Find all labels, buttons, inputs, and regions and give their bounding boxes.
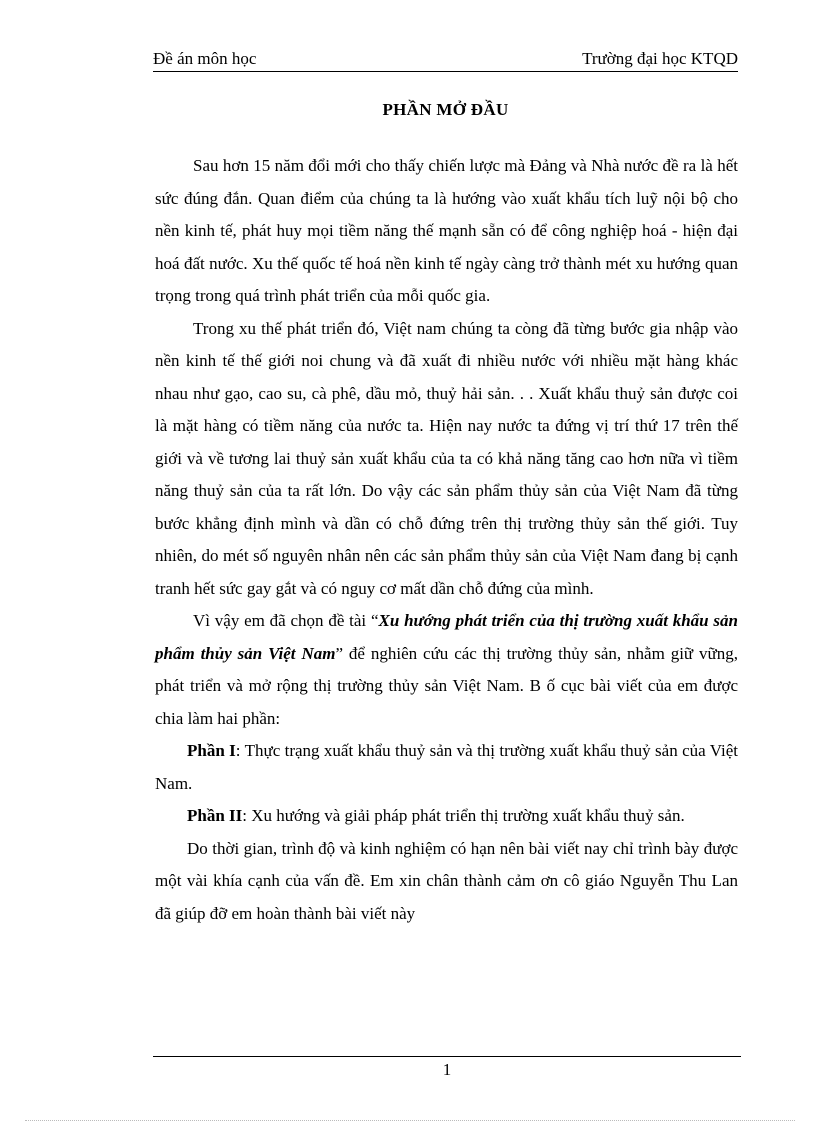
header-university-label: Trường đại học KTQD xyxy=(582,49,738,68)
part-one-label: Phần I xyxy=(187,741,236,760)
header-course-label: Đề án môn học xyxy=(153,49,257,68)
topic-trail-text: ” để nghiên cứu các thị trường thủy sản, nhằm giữ vững, phát triển và mở rộng thị trường thủy sản Việt Nam. B ố cục bài viết của em được chia làm hai phần: xyxy=(155,643,739,728)
context-paragraph: Trong xu thế phát triển đó, Việt nam chúng ta còng đã từng bước gia nhập vào nền kinh tế thế giới noi chung và đã xuất đi nhiều nước với nhiều mặt hàng khác nhau như gạo, cao su, cà phê, dầu mỏ, thuỷ hải sản. . . Xuất khẩu thuỷ sản được coi là mặt hàng có tiềm năng của nước ta. Hiện nay nước ta đứng vị trí thứ 17 trên thế giới và về tương lai thuỷ sản xuất khẩu của ta có khả năng tăng cao hơn nữa vì tiềm năng thuỷ sản của ta rất lớn. Do vậy các sản phẩm thủy sản của Việt Nam đã từng bước khẳng định mình và dần có chỗ đứng trên thị trường thủy sản thế giới. Tuy nhiên, do mét số nguyên nhân nên các sản phẩm thủy sản của Việt Nam đang bị cạnh tranh hết sức gay gắt và có nguy cơ mất dần chỗ đứng của mình. xyxy=(155,318,738,598)
page-header xyxy=(153,47,738,72)
intro-paragraph: Sau hơn 15 năm đổi mới cho thấy chiến lược mà Đảng và Nhà nước đề ra là hết sức đúng đắn. Quan điểm của chúng ta là hướng vào xuất khẩu tích luỹ nội bộ cho nền kinh tế, phát huy mọi tiềm năng thế mạnh sẵn có để công nghiệp hoá - hiện đại hoá đất nước. Xu thế quốc tế hoá nền kinh tế ngày càng trở thành mét xu hướng quan trọng trong quá trình phát triển của mỗi quốc gia. xyxy=(155,156,738,305)
page-title: PHẦN MỞ ĐẦU xyxy=(382,100,509,119)
part-one-text: : Thực trạng xuất khẩu thuỷ sản và thị trường xuất khẩu thuỷ sản của Việt Nam. xyxy=(155,741,738,793)
topic-lead-text: Vì vậy em đã chọn đề tài “ xyxy=(193,611,379,630)
page-number: 1 xyxy=(442,1060,452,1079)
part-two-text: : Xu hướng và giải pháp phát triển thị trường xuất khẩu thuỷ sản. xyxy=(242,806,685,825)
footer-divider xyxy=(153,1056,741,1057)
part-one-paragraph xyxy=(155,735,738,800)
document-body xyxy=(155,150,738,930)
part-two-label: Phần II xyxy=(187,806,243,825)
topic-paragraph xyxy=(155,605,738,735)
closing-paragraph: Do thời gian, trình độ và kinh nghiệm có hạn nên bài viết nay chỉ trình bày được một vài khía cạnh của vấn đề. Em xin chân thành cảm ơn cô giáo Nguyễn Thu Lan đã giúp đỡ em hoàn thành bài viết này xyxy=(155,838,738,923)
topic-title: Xu hướng phát triển của thị trường xuất khẩu sản phẩm thủy sản Việt Nam xyxy=(155,611,738,663)
part-two-paragraph xyxy=(155,800,738,833)
page-bottom-edge xyxy=(25,1120,795,1121)
